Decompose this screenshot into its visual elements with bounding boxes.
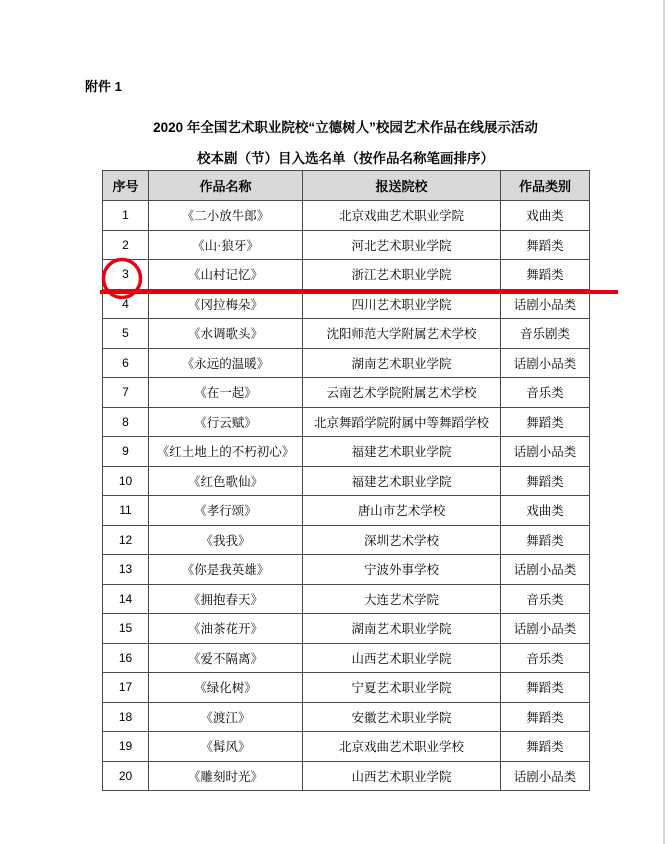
school-name: 安徽艺术职业学院 <box>303 702 501 732</box>
school-name: 云南艺术学院附属艺术学校 <box>303 378 501 408</box>
work-category: 舞蹈类 <box>501 407 590 437</box>
table-row <box>103 348 590 378</box>
row-number: 16 <box>103 643 149 673</box>
school-name: 北京戏曲艺术职业学院 <box>303 201 501 231</box>
table-row <box>103 525 590 555</box>
column-header-no: 序号 <box>103 171 149 201</box>
school-name: 沈阳师范大学附属艺术学校 <box>303 319 501 349</box>
work-title: 《水调歌头》 <box>149 319 303 349</box>
school-name: 山西艺术职业学院 <box>303 761 501 791</box>
school-name: 深圳艺术学校 <box>303 525 501 555</box>
school-name: 湖南艺术职业学院 <box>303 348 501 378</box>
school-name: 北京舞蹈学院附属中等舞蹈学校 <box>303 407 501 437</box>
work-title: 《山村记忆》 <box>149 260 303 290</box>
work-title: 《冈拉梅朵》 <box>149 289 303 319</box>
table-body <box>103 201 590 791</box>
row-number: 9 <box>103 437 149 467</box>
row-number: 14 <box>103 584 149 614</box>
table-row <box>103 761 590 791</box>
table-row <box>103 673 590 703</box>
table-row <box>103 407 590 437</box>
table-row <box>103 643 590 673</box>
work-category: 音乐剧类 <box>501 319 590 349</box>
table-row <box>103 584 590 614</box>
table-row <box>103 201 590 231</box>
row-number: 20 <box>103 761 149 791</box>
row-number: 12 <box>103 525 149 555</box>
school-name: 宁夏艺术职业学院 <box>303 673 501 703</box>
school-name: 大连艺术学院 <box>303 584 501 614</box>
work-title: 《髯风》 <box>149 732 303 762</box>
work-category: 话剧小品类 <box>501 348 590 378</box>
work-category: 舞蹈类 <box>501 525 590 555</box>
work-category: 舞蹈类 <box>501 732 590 762</box>
column-header-category: 作品类别 <box>501 171 590 201</box>
table-row <box>103 260 590 290</box>
table-row <box>103 289 590 319</box>
document-title: 2020 年全国艺术职业院校“立德树人”校园艺术作品在线展示活动 <box>153 120 538 135</box>
work-title: 《山·狼牙》 <box>149 230 303 260</box>
table-row <box>103 732 590 762</box>
school-name: 浙江艺术职业学院 <box>303 260 501 290</box>
work-title: 《油茶花开》 <box>149 614 303 644</box>
work-category: 话剧小品类 <box>501 289 590 319</box>
work-category: 戏曲类 <box>501 496 590 526</box>
work-category: 舞蹈类 <box>501 702 590 732</box>
work-category: 舞蹈类 <box>501 230 590 260</box>
school-name: 宁波外事学校 <box>303 555 501 585</box>
work-title: 《行云赋》 <box>149 407 303 437</box>
table-row <box>103 555 590 585</box>
column-header-school: 报送院校 <box>303 171 501 201</box>
work-category: 舞蹈类 <box>501 260 590 290</box>
school-name: 福建艺术职业学院 <box>303 466 501 496</box>
row-number: 19 <box>103 732 149 762</box>
work-title: 《孝行颂》 <box>149 496 303 526</box>
work-title: 《渡江》 <box>149 702 303 732</box>
row-number: 2 <box>103 230 149 260</box>
row-number: 8 <box>103 407 149 437</box>
row-number: 4 <box>103 289 149 319</box>
work-title: 《雕刻时光》 <box>149 761 303 791</box>
work-title: 《绿化树》 <box>149 673 303 703</box>
work-title: 《永远的温暖》 <box>149 348 303 378</box>
table-row <box>103 466 590 496</box>
school-name: 湖南艺术职业学院 <box>303 614 501 644</box>
selection-list-table <box>102 170 590 791</box>
table-header <box>103 171 590 201</box>
document-subtitle: 校本剧（节）目入选名单（按作品名称笔画排序） <box>197 151 494 166</box>
work-category: 话剧小品类 <box>501 555 590 585</box>
row-number: 18 <box>103 702 149 732</box>
table-row <box>103 378 590 408</box>
row-number: 10 <box>103 466 149 496</box>
work-title: 《我我》 <box>149 525 303 555</box>
table-row <box>103 230 590 260</box>
work-category: 戏曲类 <box>501 201 590 231</box>
work-title: 《拥抱春天》 <box>149 584 303 614</box>
work-category: 舞蹈类 <box>501 673 590 703</box>
work-title: 《你是我英雄》 <box>149 555 303 585</box>
school-name: 山西艺术职业学院 <box>303 643 501 673</box>
table-row <box>103 702 590 732</box>
work-title: 《爱不隔离》 <box>149 643 303 673</box>
row-number: 13 <box>103 555 149 585</box>
column-header-work: 作品名称 <box>149 171 303 201</box>
work-category: 舞蹈类 <box>501 466 590 496</box>
school-name: 河北艺术职业学院 <box>303 230 501 260</box>
page-edge-line <box>663 0 665 844</box>
work-category: 话剧小品类 <box>501 437 590 467</box>
row-number: 7 <box>103 378 149 408</box>
table-row <box>103 319 590 349</box>
school-name: 北京戏曲艺术职业学校 <box>303 732 501 762</box>
attachment-label: 附件 1 <box>85 79 122 94</box>
row-number: 6 <box>103 348 149 378</box>
work-category: 话剧小品类 <box>501 761 590 791</box>
work-category: 音乐类 <box>501 584 590 614</box>
school-name: 四川艺术职业学院 <box>303 289 501 319</box>
work-category: 音乐类 <box>501 378 590 408</box>
table-row <box>103 614 590 644</box>
row-number: 17 <box>103 673 149 703</box>
row-number: 1 <box>103 201 149 231</box>
row-number: 5 <box>103 319 149 349</box>
row-number: 11 <box>103 496 149 526</box>
work-title: 《红色歌仙》 <box>149 466 303 496</box>
row-number: 15 <box>103 614 149 644</box>
work-title: 《在一起》 <box>149 378 303 408</box>
school-name: 唐山市艺术学校 <box>303 496 501 526</box>
work-category: 音乐类 <box>501 643 590 673</box>
school-name: 福建艺术职业学院 <box>303 437 501 467</box>
row-number: 3 <box>103 260 149 290</box>
work-title: 《红土地上的不朽初心》 <box>149 437 303 467</box>
work-category: 话剧小品类 <box>501 614 590 644</box>
work-title: 《二小放牛郎》 <box>149 201 303 231</box>
table-row <box>103 437 590 467</box>
table-row <box>103 496 590 526</box>
table-header-row <box>103 171 590 201</box>
